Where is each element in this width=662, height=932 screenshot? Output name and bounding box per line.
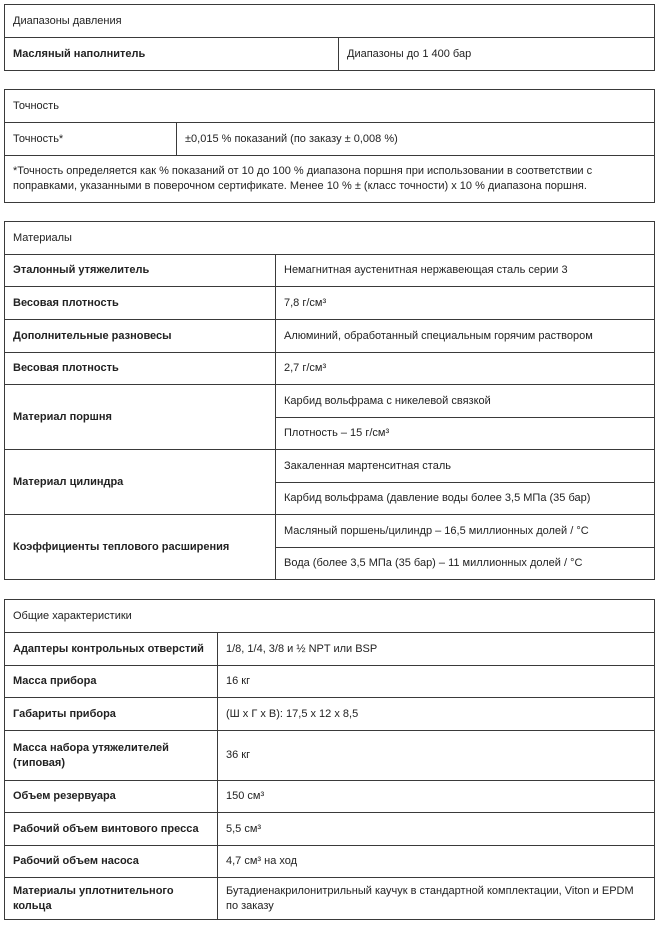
row-label: Материал поршня bbox=[5, 385, 276, 450]
row-value: (Ш x Г x В): 17,5 x 12 x 8,5 bbox=[218, 698, 655, 731]
table-row bbox=[5, 255, 655, 287]
row-value: 150 см³ bbox=[218, 781, 655, 813]
row-value: Закаленная мартенситная сталь bbox=[276, 450, 655, 483]
table-row bbox=[5, 320, 655, 353]
materials-table bbox=[4, 221, 655, 580]
section-title: Точность bbox=[5, 90, 655, 123]
table-row bbox=[5, 385, 655, 418]
row-value: Плотность – 15 г/см³ bbox=[276, 418, 655, 450]
table-row bbox=[5, 123, 655, 156]
row-value: Диапазоны до 1 400 бар bbox=[339, 38, 655, 71]
table-row bbox=[5, 353, 655, 385]
row-value: 4,7 см³ на ход bbox=[218, 846, 655, 878]
row-value: Вода (более 3,5 МПа (35 бар) – 11 миллионных долей / °C bbox=[276, 548, 655, 580]
row-label: Коэффициенты теплового расширения bbox=[5, 515, 276, 580]
table-row bbox=[5, 287, 655, 320]
row-label: Дополнительные разновесы bbox=[5, 320, 276, 353]
table-row bbox=[5, 846, 655, 878]
row-label: Адаптеры контрольных отверстий bbox=[5, 633, 218, 666]
row-value: 2,7 г/см³ bbox=[276, 353, 655, 385]
row-label: Материал цилиндра bbox=[5, 450, 276, 515]
row-label: Весовая плотность bbox=[5, 287, 276, 320]
pressure-ranges-table bbox=[4, 4, 655, 71]
row-label: Точность* bbox=[5, 123, 177, 156]
row-label: Масляный наполнитель bbox=[5, 38, 339, 71]
table-row bbox=[5, 156, 655, 203]
row-label: Эталонный утяжелитель bbox=[5, 255, 276, 287]
row-label: Масса прибора bbox=[5, 666, 218, 698]
row-label: Весовая плотность bbox=[5, 353, 276, 385]
row-value: 1/8, 1/4, 3/8 и ½ NPT или BSP bbox=[218, 633, 655, 666]
row-value: Бутадиенакрилонитрильный каучук в стандартной комплектации, Viton и EPDM по заказу bbox=[218, 878, 655, 920]
table-row bbox=[5, 633, 655, 666]
table-row bbox=[5, 666, 655, 698]
table-row bbox=[5, 515, 655, 548]
table-row bbox=[5, 38, 655, 71]
row-value: Масляный поршень/цилиндр – 16,5 миллионных долей / °C bbox=[276, 515, 655, 548]
section-title: Диапазоны давления bbox=[5, 5, 655, 38]
row-value: 5,5 см³ bbox=[218, 813, 655, 846]
row-label: Рабочий объем винтового пресса bbox=[5, 813, 218, 846]
row-label: Масса набора утяжелителей (типовая) bbox=[5, 731, 218, 781]
section-title: Общие характеристики bbox=[5, 600, 655, 633]
row-label: Габариты прибора bbox=[5, 698, 218, 731]
row-label: Рабочий объем насоса bbox=[5, 846, 218, 878]
section-title: Материалы bbox=[5, 222, 655, 255]
row-value: 7,8 г/см³ bbox=[276, 287, 655, 320]
row-label: Объем резервуара bbox=[5, 781, 218, 813]
row-value: 36 кг bbox=[218, 731, 655, 781]
table-row bbox=[5, 731, 655, 781]
general-characteristics-table bbox=[4, 599, 655, 920]
row-value: Немагнитная аустенитная нержавеющая сталь серии 3 bbox=[276, 255, 655, 287]
table-row bbox=[5, 450, 655, 483]
row-label: Материалы уплотнительного кольца bbox=[5, 878, 218, 920]
accuracy-table bbox=[4, 89, 655, 203]
row-value: ±0,015 % показаний (по заказу ± 0,008 %) bbox=[177, 123, 655, 156]
row-value: Карбид вольфрама (давление воды более 3,5 МПа (35 бар) bbox=[276, 483, 655, 515]
table-row bbox=[5, 878, 655, 920]
row-value: Алюминий, обработанный специальным горячим раствором bbox=[276, 320, 655, 353]
table-row bbox=[5, 698, 655, 731]
row-value: Карбид вольфрама с никелевой связкой bbox=[276, 385, 655, 418]
row-value: 16 кг bbox=[218, 666, 655, 698]
table-row bbox=[5, 781, 655, 813]
accuracy-footnote: *Точность определяется как % показаний от 10 до 100 % диапазона поршня при использовании в соответствии с поправками, указанными в поверочном сертификате. Менее 10 % ± (класс точности) x 10 % диапазона поршня. bbox=[5, 156, 655, 203]
table-row bbox=[5, 813, 655, 846]
